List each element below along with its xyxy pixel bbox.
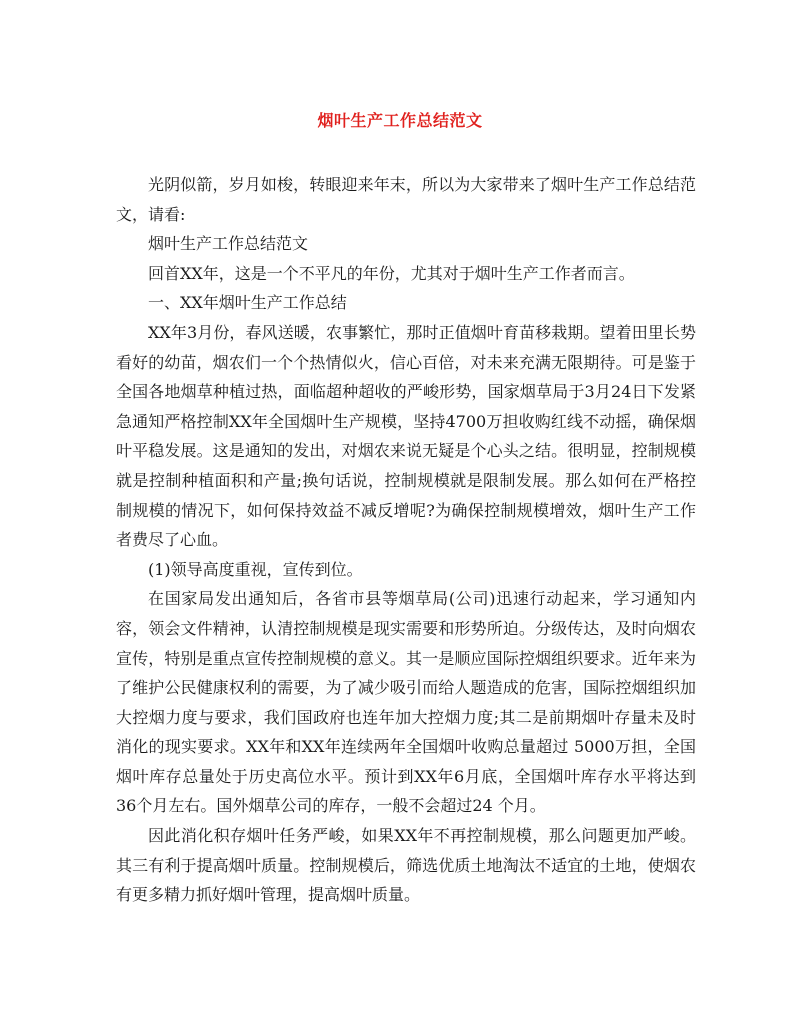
document-body [116,170,696,910]
paragraph-intro: 光阴似箭，岁月如梭，转眼迎来年末，所以为大家带来了烟叶生产工作总结范文，请看: [116,175,696,224]
paragraph-review: 回首XX年，这是一个不平凡的年份，尤其对于烟叶生产工作者而言。 [148,263,635,283]
paragraph-subtitle: 烟叶生产工作总结范文 [148,234,309,254]
paragraph-conclusion: 因此消化积存烟叶任务严峻，如果XX年不再控制规模，那么问题更加严峻。其三有利于提高烟叶质量。控制规模后，筛选优质土地淘汰不适宜的土地，使烟农有更多精力抓好烟叶管理，提高烟叶质量。 [116,826,696,905]
section-heading-summary: 一、XX年烟叶生产工作总结 [148,293,347,313]
document-title: 烟叶生产工作总结范文 [317,111,483,130]
paragraph-leadership: 在国家局发出通知后，各省市县等烟草局(公司)迅速行动起来，学习通知内容，领会文件精神，认清控制规模是现实需要和形势所迫。分级传达，及时向烟农宣传，特别是重点宣传控制规模的意义。其一是顺应国际控烟组织要求。近年来为了维护公民健康权利的需要，为了减少吸引而给人题造成的危害，国际控烟组织加大控烟力度与要求，我们国政府也连年加大控烟力度;其二是前期烟叶存量未及时消化的现实要求。XX年和XX年连续两年全国烟叶收购总量超过 5000万担，全国烟叶库存总量处于历史高位水平。预计到XX年6月底，全国烟叶库存水平将达到36个月左右。国外烟草公司的库存，一般不会超过24 个月。 [116,589,696,816]
paragraph-background: XX年3月份，春风送暖，农事繁忙，那时正值烟叶育苗移栽期。望着田里长势看好的幼苗，烟农们一个个热情似火，信心百倍，对未来充满无限期待。可是鉴于全国各地烟草种植过热，面临超种超收的严峻形势，国家烟草局于3月24日下发紧急通知严格控制XX年全国烟叶生产规模，坚持4700万担收购红线不动摇，确保烟叶平稳发展。这是通知的发出，对烟农来说无疑是个心头之结。很明显，控制规模就是控制种植面积和产量;换句话说，控制规模就是限制发展。那么如何在严格控制规模的情况下，如何保持效益不减反增呢?为确保控制规模增效，烟叶生产工作者费尽了心血。 [116,322,696,550]
subsection-heading-leadership: (1)领导高度重视，宣传到位。 [148,559,363,579]
